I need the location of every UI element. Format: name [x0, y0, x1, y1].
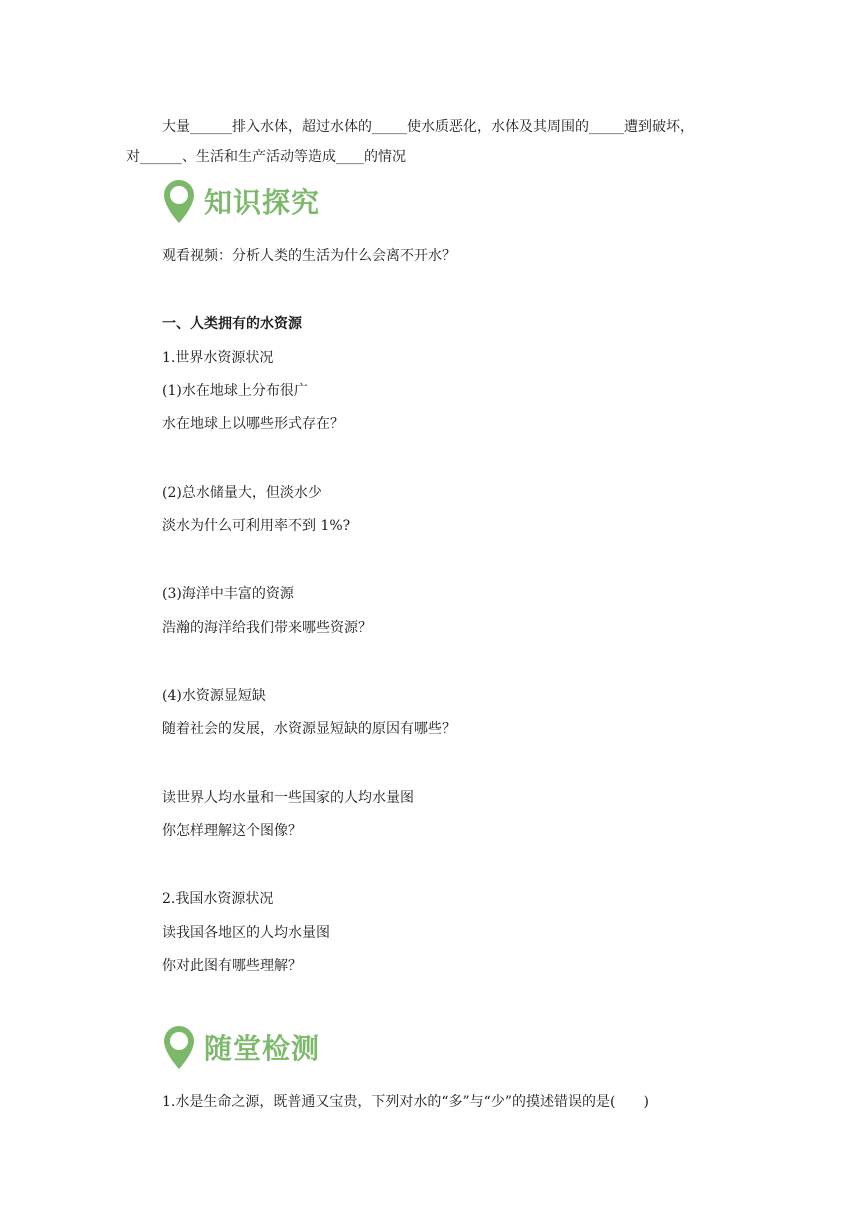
sub2-title: (2)总水储量大，但淡水少	[162, 485, 322, 501]
item2-question: 你对此图有哪些理解？	[162, 958, 302, 974]
location-pin-icon	[160, 1023, 198, 1071]
location-pin-icon	[160, 177, 198, 225]
question-1: 1.水是生命之源，既普通又宝贵，下列对水的“多”与“少”的摸述错误的是( )	[162, 1094, 649, 1110]
section-heading-knowledge	[160, 176, 320, 226]
intro-line-1: 大量______排入水体，超过水体的_____使水质恶化，水体及其周围的_____遭到破坏，	[162, 119, 694, 135]
item2-prompt: 读我国各地区的人均水量图	[162, 925, 330, 941]
section-heading-test	[160, 1022, 320, 1072]
sub3-title: (3)海洋中丰富的资源	[162, 586, 294, 602]
section-title: 随堂检测	[204, 1032, 321, 1065]
video-prompt: 观看视频：分析人类的生活为什么会离不开水？	[162, 248, 456, 264]
chart-prompt: 读世界人均水量和一些国家的人均水量图	[162, 790, 414, 806]
sub1-title: (1)水在地球上分布很广	[162, 383, 308, 399]
chart-question: 你怎样理解这个图像？	[162, 823, 302, 839]
intro-paragraph	[126, 110, 746, 174]
sub4-question: 随着社会的发展，水资源显短缺的原因有哪些？	[162, 721, 456, 737]
sub1-question: 水在地球上以哪些形式存在？	[162, 416, 344, 432]
item-1: 1.世界水资源状况	[162, 350, 274, 366]
section-title: 知识探究	[204, 186, 321, 219]
intro-line-2: 对______、生活和生产活动等造成____的情况	[126, 149, 406, 165]
sub3-question: 浩瀚的海洋给我们带来哪些资源？	[162, 620, 372, 636]
sub4-title: (4)水资源显短缺	[162, 688, 266, 704]
sub2-question: 淡水为什么可利用率不到 1%?	[162, 518, 351, 534]
item-2: 2.我国水资源状况	[162, 891, 274, 907]
part1-heading: 一、人类拥有的水资源	[162, 316, 302, 332]
